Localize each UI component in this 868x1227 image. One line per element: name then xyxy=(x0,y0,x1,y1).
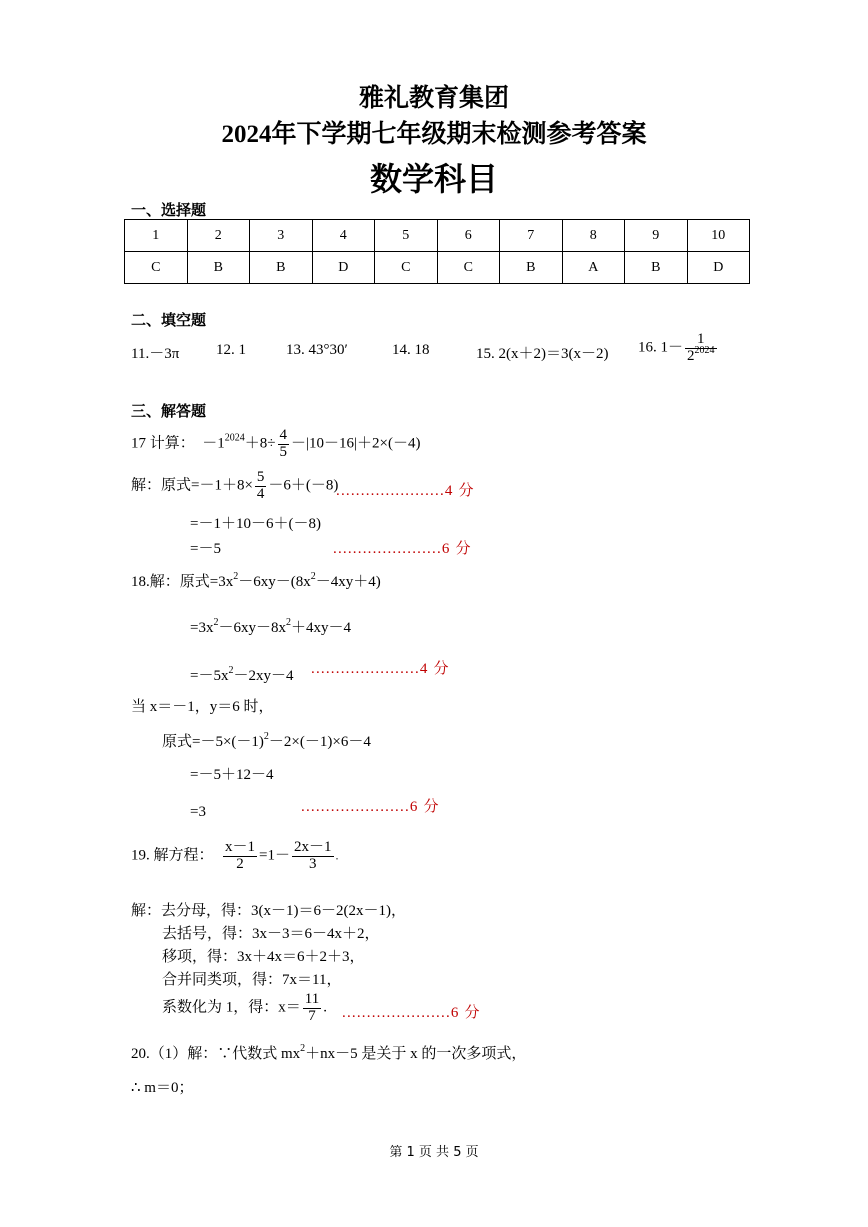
section-2-title: 二、填空题 xyxy=(131,311,207,329)
q20-line-2: ∴ m＝0； xyxy=(131,1080,194,1096)
table-cell: D xyxy=(312,252,375,284)
exponent: 2 xyxy=(310,571,316,582)
score-marker: ......................6 分 xyxy=(342,1005,481,1021)
fraction-numerator: 2x－1 xyxy=(294,839,332,855)
step-text: 解：原式=－1＋8× xyxy=(131,477,253,494)
section-3-title: 三、解答题 xyxy=(131,402,207,420)
step-text: －2xy－4 xyxy=(233,668,294,684)
table-cell: 3 xyxy=(250,220,313,252)
q18-line-4 xyxy=(162,730,371,751)
q19-label: 19. 解方程： xyxy=(131,847,214,864)
fraction-denominator: 2 xyxy=(236,855,244,872)
q17-label: 17 计算： xyxy=(131,435,195,452)
fraction-denominator xyxy=(685,344,717,365)
answer-16 xyxy=(638,332,719,365)
period: . xyxy=(335,848,339,863)
table-cell: 10 xyxy=(687,220,750,252)
answer-12: 12. 1 xyxy=(216,342,246,358)
q19-step-2: 去括号，得：3x－3＝6－4x＋2， xyxy=(162,926,380,942)
school-title: 雅礼教育集团 xyxy=(358,85,509,112)
q17-step-2: =－1＋10－6＋(－8) xyxy=(190,516,321,532)
answer-16-prefix: 16. 1－ xyxy=(638,339,684,356)
power-exponent: 2024 xyxy=(694,344,715,356)
fraction-denominator: 3 xyxy=(309,855,317,872)
fraction-numerator: x－1 xyxy=(225,839,256,855)
q18-line-5: =－5＋12－4 xyxy=(190,767,274,783)
table-cell: C xyxy=(125,252,188,284)
table-cell: D xyxy=(687,252,750,284)
q19-step-1: 解：去分母，得：3(x－1)＝6－2(2x－1)， xyxy=(131,903,406,919)
fraction xyxy=(292,840,334,873)
table-cell: C xyxy=(437,252,500,284)
step-text: －2×(－1)×6－4 xyxy=(268,734,371,750)
table-row-answers xyxy=(125,252,750,284)
q18-condition: 当 x＝－1，y＝6 时， xyxy=(131,699,274,715)
q20-line-1 xyxy=(131,1042,526,1063)
step-text: －6xy－(8x xyxy=(238,574,311,590)
score-marker: ......................4 分 xyxy=(336,483,475,499)
step-text: 18.解：原式=3x xyxy=(131,574,234,590)
answer-11: 11.－3π xyxy=(131,346,180,362)
answer-table xyxy=(124,219,750,284)
table-cell: B xyxy=(500,252,563,284)
step-text: =1－ xyxy=(259,847,290,864)
table-cell: C xyxy=(375,252,438,284)
q19-step-4: 合并同类项，得：7x＝11， xyxy=(162,972,342,988)
step-text: =3x xyxy=(190,620,214,636)
power-base: 2 xyxy=(687,347,695,364)
table-cell: 8 xyxy=(562,220,625,252)
exam-title: 2024年下学期七年级期末检测参考答案 xyxy=(221,121,647,148)
step-text: =－5x xyxy=(190,668,229,684)
score-marker: ......................6 分 xyxy=(333,541,472,557)
q18-line-3 xyxy=(190,664,293,685)
q17-term-b: ＋8÷ xyxy=(244,435,276,452)
step-text: 系数化为 1，得：x＝ xyxy=(162,999,301,1016)
fraction-denominator: 4 xyxy=(256,485,265,502)
q19-step-5 xyxy=(162,992,327,1025)
answer-15: 15. 2(x＋2)＝3(x－2) xyxy=(476,346,609,362)
q17-step-1 xyxy=(131,470,338,503)
exponent: 2 xyxy=(213,617,219,628)
q17-step-3: =－5 xyxy=(190,541,221,557)
step-text: －6xy－8x xyxy=(218,620,286,636)
section-1-title: 一、选择题 xyxy=(131,201,207,219)
step-text: －6＋(－8) xyxy=(268,477,339,494)
exponent: 2 xyxy=(263,731,269,742)
fraction-numerator: 4 xyxy=(279,427,288,443)
score-marker: ......................6 分 xyxy=(301,799,440,815)
fraction xyxy=(685,332,717,365)
exponent: 2 xyxy=(233,571,239,582)
step-text: ＋4xy－4 xyxy=(290,620,351,636)
q18-line-2 xyxy=(190,616,351,637)
q17-problem xyxy=(131,428,420,461)
answer-13: 13. 43°30′ xyxy=(286,342,348,358)
table-row-numbers xyxy=(125,220,750,252)
exponent: 2 xyxy=(300,1043,306,1054)
fraction-denominator: 5 xyxy=(279,443,288,460)
table-cell: B xyxy=(250,252,313,284)
exponent: 2 xyxy=(228,665,234,676)
table-cell: 7 xyxy=(500,220,563,252)
q18-line-6: =3 xyxy=(190,804,206,820)
fraction xyxy=(255,470,267,503)
q17-term-c: －|10－16|＋2×(－4) xyxy=(291,435,421,452)
q18-line-1 xyxy=(131,570,381,591)
fraction-numerator: 11 xyxy=(304,991,320,1007)
table-cell: B xyxy=(625,252,688,284)
fraction-numerator: 5 xyxy=(256,469,265,485)
exponent: 2024 xyxy=(224,432,245,444)
q19-step-3: 移项，得：3x＋4x＝6＋2＋3， xyxy=(162,949,365,965)
fraction-denominator: 7 xyxy=(308,1007,316,1024)
answer-14: 14. 18 xyxy=(392,342,430,358)
q19-problem xyxy=(131,840,339,873)
fraction xyxy=(223,840,257,873)
q17-term-a: －1 xyxy=(202,435,225,452)
table-cell: 6 xyxy=(437,220,500,252)
page-footer: 第 1 页 共 5 页 xyxy=(389,1145,479,1160)
step-text: －4xy＋4) xyxy=(315,574,381,590)
exponent: 2 xyxy=(285,617,291,628)
step-text: ＋nx－5 是关于 x 的一次多项式， xyxy=(305,1046,527,1062)
fraction xyxy=(303,992,321,1025)
table-cell: 4 xyxy=(312,220,375,252)
table-cell: 5 xyxy=(375,220,438,252)
subject-title: 数学科目 xyxy=(369,161,498,197)
step-text: 原式=－5×(－1) xyxy=(162,734,264,750)
table-cell: 9 xyxy=(625,220,688,252)
table-cell: A xyxy=(562,252,625,284)
table-cell: 2 xyxy=(187,220,250,252)
period: . xyxy=(323,999,327,1016)
fraction xyxy=(278,428,290,461)
table-cell: B xyxy=(187,252,250,284)
table-cell: 1 xyxy=(125,220,188,252)
score-marker: ......................4 分 xyxy=(311,661,450,677)
fraction-numerator: 1 xyxy=(685,332,717,349)
step-text: 20.（1）解：∵代数式 mx xyxy=(131,1046,301,1062)
